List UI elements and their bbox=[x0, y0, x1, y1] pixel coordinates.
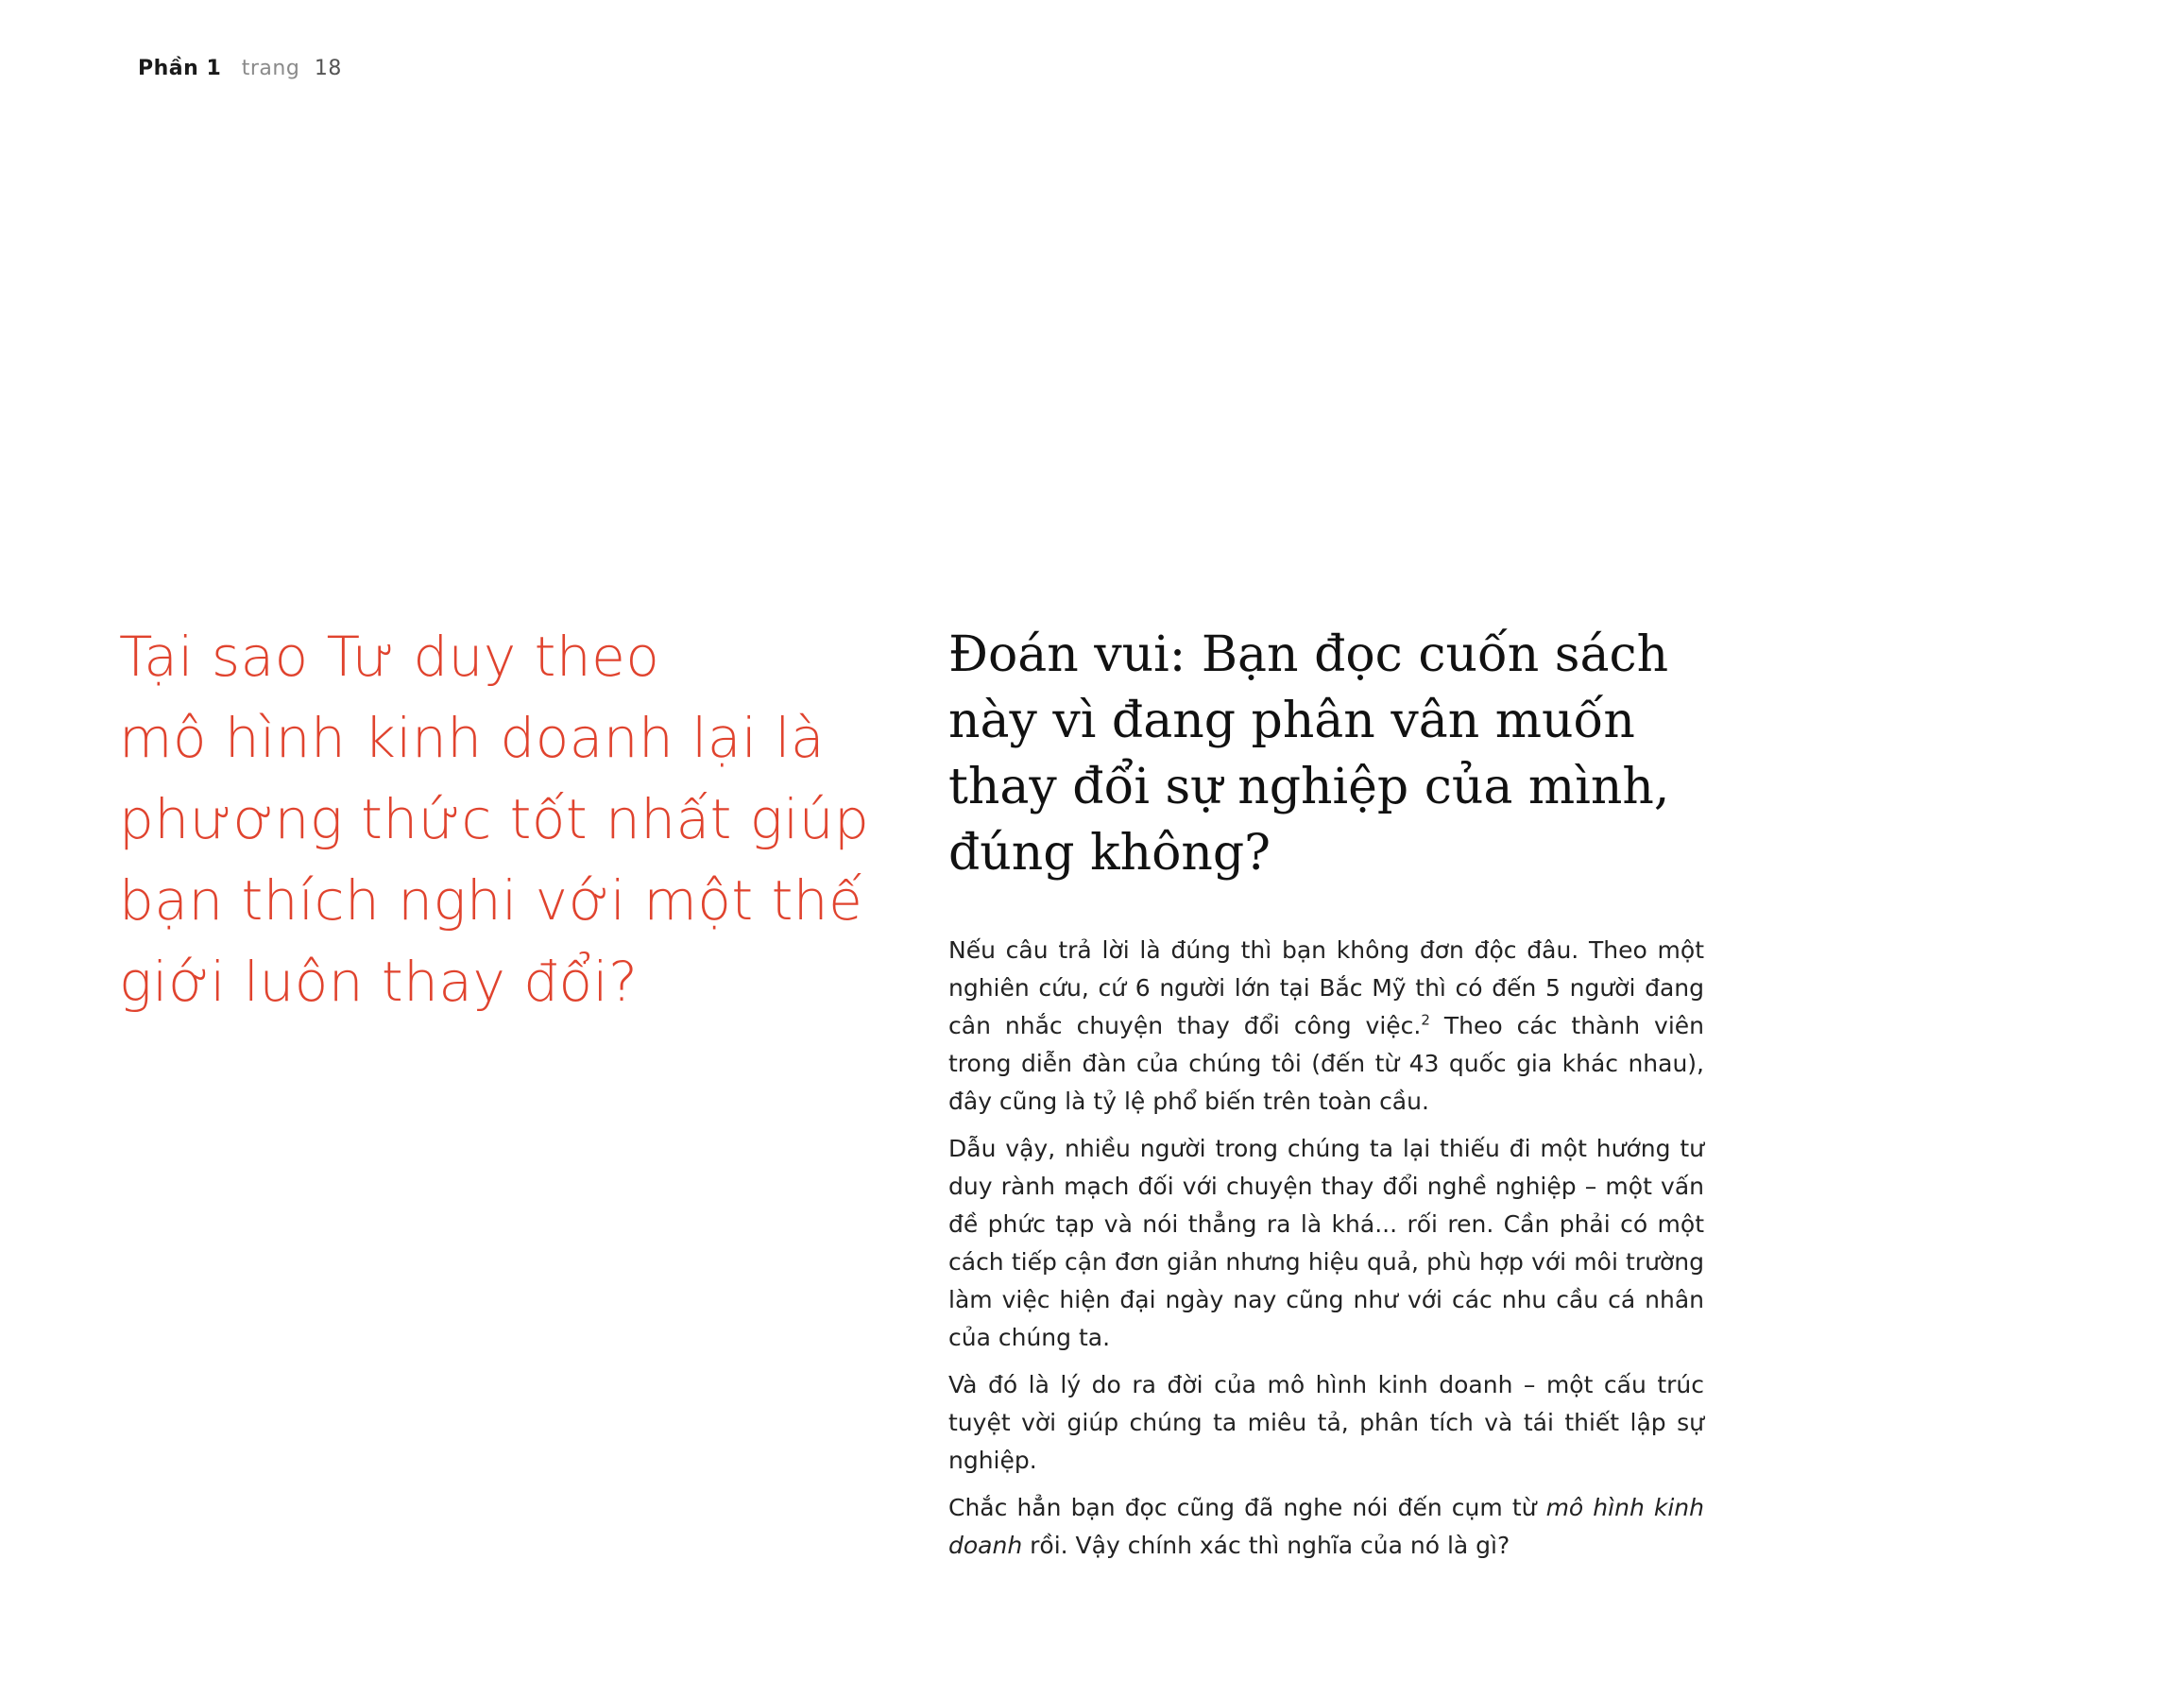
left-heading-line: Tại sao Tư duy theo bbox=[119, 625, 660, 689]
para4-end: rồi. Vậy chính xác thì nghĩa của nó là gì? bbox=[1022, 1532, 1510, 1559]
footnote-marker: 2 bbox=[1421, 1011, 1430, 1029]
right-column bbox=[948, 622, 1704, 1574]
body-paragraph-4 bbox=[948, 1489, 1704, 1565]
right-heading-line: Đoán vui: Bạn đọc cuốn sách bbox=[948, 626, 1669, 683]
left-heading-line: giới luôn thay đổi? bbox=[119, 950, 639, 1014]
page-number: 18 bbox=[314, 57, 342, 80]
right-heading-line: đúng không? bbox=[948, 825, 1271, 882]
page-label: trang bbox=[241, 57, 300, 80]
right-heading bbox=[948, 622, 1704, 886]
body-paragraph-1 bbox=[948, 932, 1704, 1121]
para4-italic-term: mô hình kinh doanh bbox=[948, 1494, 1704, 1559]
right-heading-line: này vì đang phân vân muốn bbox=[948, 693, 1635, 749]
para1-text: Nếu câu trả lời là đúng thì bạn không đơn độc đâu. Theo một nghiên cứu, cứ 6 người lớn tại Bắc Mỹ thì có đến 5 người đang cân nhắc chuyện thay đổi công việc. bbox=[948, 936, 1704, 1039]
left-heading-line: bạn thích nghi với một thế bbox=[119, 868, 863, 933]
left-heading-line: phương thức tốt nhất giúp bbox=[119, 787, 870, 851]
left-heading-line: mô hình kinh doanh lại là bbox=[119, 706, 826, 770]
body-paragraph-3: Và đó là lý do ra đời của mô hình kinh doanh – một cấu trúc tuyệt vời giúp chúng ta miêu tả, phân tích và tái thiết lập sự nghiệp. bbox=[948, 1371, 1704, 1474]
body-paragraph-2: Dẫu vậy, nhiều người trong chúng ta lại thiếu đi một hướng tư duy rành mạch đối với chuyện thay đổi nghề nghiệp – một vấn đề phức tạp và nói thẳng ra là khá... rối ren. Cần phải có một cách tiếp cận đơn giản nhưng hiệu quả, phù hợp với môi trường làm việc hiện đại ngày nay cũng như với các nhu cầu cá nhân của chúng ta. bbox=[948, 1135, 1704, 1351]
part-label: Phần 1 bbox=[138, 57, 222, 80]
para4-start: Chắc hẳn bạn đọc cũng đã nghe nói đến cụm từ bbox=[948, 1494, 1546, 1521]
para1-continuation: Theo các thành viên trong diễn đàn của chúng tôi (đến từ 43 quốc gia khác nhau), đây cũng là tỷ lệ phổ biến trên toàn cầu. bbox=[948, 1012, 1704, 1115]
right-heading-line: thay đổi sự nghiệp của mình, bbox=[948, 759, 1670, 815]
left-heading bbox=[119, 616, 875, 1022]
running-head bbox=[138, 57, 342, 80]
